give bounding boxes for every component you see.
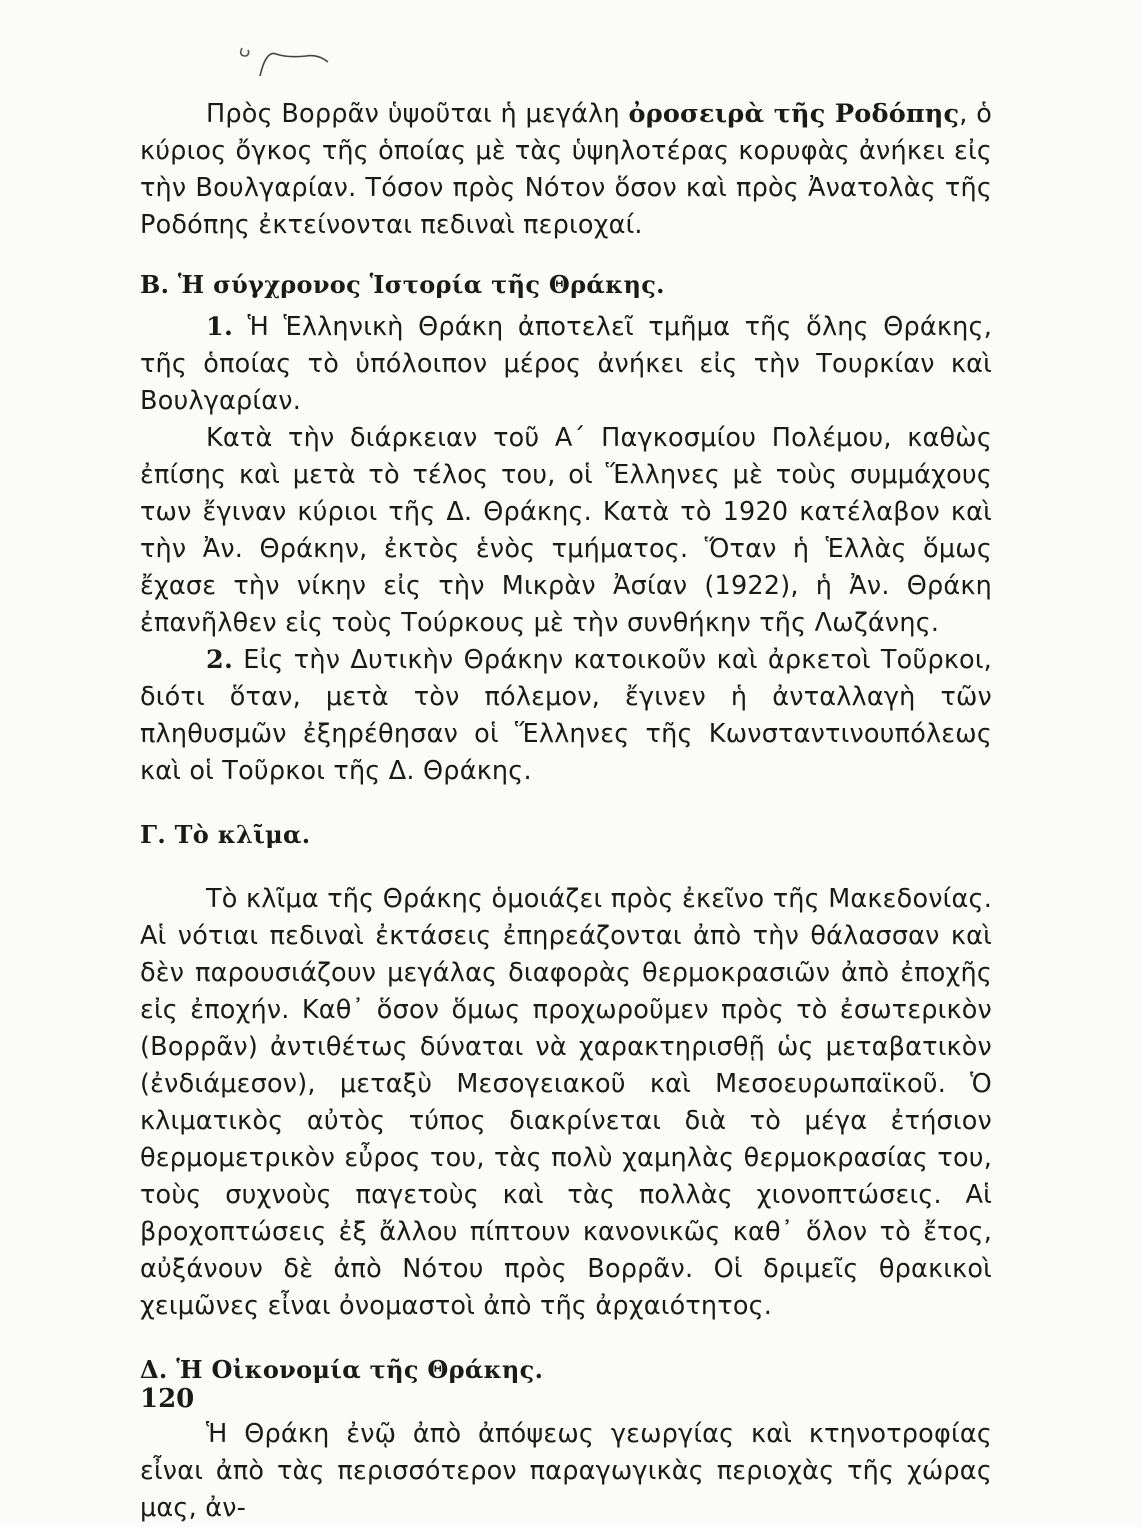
section-heading-history: B. Ἡ σύγχρονος Ἱστορία τῆς Θράκης.: [140, 270, 665, 299]
paragraph-number: 2.: [206, 645, 234, 675]
paragraph-number: 1.: [206, 312, 234, 342]
paragraph-economy: Ἡ Θράκη ἐνῷ ἀπὸ ἀπόψεως γεωργίας καὶ κτηνοτροφίας εἶναι ἀπὸ τὰς περισσότερον παραγωγικὰς περιοχὰς τῆς χώρας μας, ἀν-: [140, 1419, 992, 1523]
section-heading-climate: Γ. Τὸ κλῖμα.: [140, 820, 311, 849]
paragraph-text: Ἡ Ἑλληνικὴ Θράκη ἀποτελεῖ τμῆμα τῆς ὅλης Θράκης, τῆς ὁποίας τὸ ὑπόλοιπον μέρος ἀνήκει εἰς τὴν Τουρκίαν καὶ Βουλγαρίαν.: [140, 312, 992, 416]
paragraph-rhodope: [140, 96, 992, 244]
handwritten-pen-mark: [236, 40, 336, 90]
paragraph-history-1: [140, 309, 992, 420]
paragraph-text: Εἰς τὴν Δυτικὴν Θράκην κατοικοῦν καὶ ἀρκετοὶ Τοῦρκοι, διότι ὅταν, μετὰ τὸν πόλεμον, ἔγινεν ἡ ἀνταλλαγὴ τῶν πληθυσμῶν ἐξηρέθησαν οἱ Ἕλληνες τῆς Κωνσταντινουπόλεως καὶ οἱ Τοῦρκοι τῆς Δ. Θράκης.: [140, 645, 992, 786]
page-body: [140, 96, 992, 1527]
section-heading-economy: Δ. Ἡ Οἰκονομία τῆς Θράκης.: [140, 1355, 544, 1384]
paragraph-climate: Τὸ κλῖμα τῆς Θράκης ὁμοιάζει πρὸς ἐκεῖνο τῆς Μακεδονίας. Αἱ νότιαι πεδιναὶ ἐκτάσεις ἐπηρεάζονται ἀπὸ τὴν θάλασσαν καὶ δὲν παρουσιάζουν μεγάλας διαφορὰς θερμοκρασιῶν ἀπὸ ἐποχῆς εἰς ἐποχήν. Καθ᾽ ὅσον ὅμως προχωροῦμεν πρὸς τὸ ἐσωτερικὸν (Βορρᾶν) ἀντιθέτως δύναται νὰ χαρακτηρισθῇ ὡς μεταβατικὸν (ἐνδιάμεσον), μεταξὺ Μεσογειακοῦ καὶ Μεσοευρωπαϊκοῦ. Ὁ κλιματικὸς αὐτὸς τύπος διακρίνεται διὰ τὸ μέγα ἐτήσιον θερμομετρικὸν εὖρος του, τὰς πολὺ χαμηλὰς θερμοκρασίας του, τοὺς συχνοὺς παγετοὺς καὶ τὰς πολλὰς χιονοπτώσεις. Αἱ βροχοπτώσεις ἐξ ἄλλου πίπτουν κανονικῶς καθ᾽ ὅλον τὸ ἔτος, αὐξάνουν δὲ ἀπὸ Νότου πρὸς Βορρᾶν. Οἱ δριμεῖς θρακικοὶ χειμῶνες εἶναι ὀνομαστοὶ ἀπὸ τῆς ἀρχαιότητος.: [140, 884, 992, 1321]
paragraph-text: Πρὸς Βορρᾶν ὑψοῦται ἡ μεγάλη: [206, 99, 629, 129]
paragraph-text: , ὁ κύριος ὄγκος τῆς ὁποίας μὲ τὰς ὑψηλοτέρας κορυφὰς ἀνήκει εἰς τὴν Βουλγαρίαν. Τόσον πρὸς Νότον ὅσον καὶ πρὸς Ἀνατολὰς τῆς Ροδόπης ἐκτείνονται πεδιναὶ περιοχαί.: [140, 99, 993, 240]
page-number: 120: [140, 1384, 195, 1414]
paragraph-history-2: Κατὰ τὴν διάρκειαν τοῦ Α΄ Παγκοσμίου Πολέμου, καθὼς ἐπίσης καὶ μετὰ τὸ τέλος του, οἱ Ἕλληνες μὲ τοὺς συμμάχους των ἔγιναν κύριοι τῆς Δ. Θράκης. Κατὰ τὸ 1920 κατέλαβον καὶ τὴν Ἀν. Θράκην, ἐκτὸς ἑνὸς τμήματος. Ὅταν ἡ Ἑλλὰς ὅμως ἔχασε τὴν νίκην εἰς τὴν Μικρὰν Ἀσίαν (1922), ἡ Ἀν. Θράκη ἐπανῆλθεν εἰς τοὺς Τούρκους μὲ τὴν συνθήκην τῆς Λωζάνης.: [140, 423, 992, 638]
paragraph-history-3: [140, 642, 992, 790]
bold-term-rhodope: ὀροσειρὰ τῆς Ροδόπης: [628, 99, 960, 129]
